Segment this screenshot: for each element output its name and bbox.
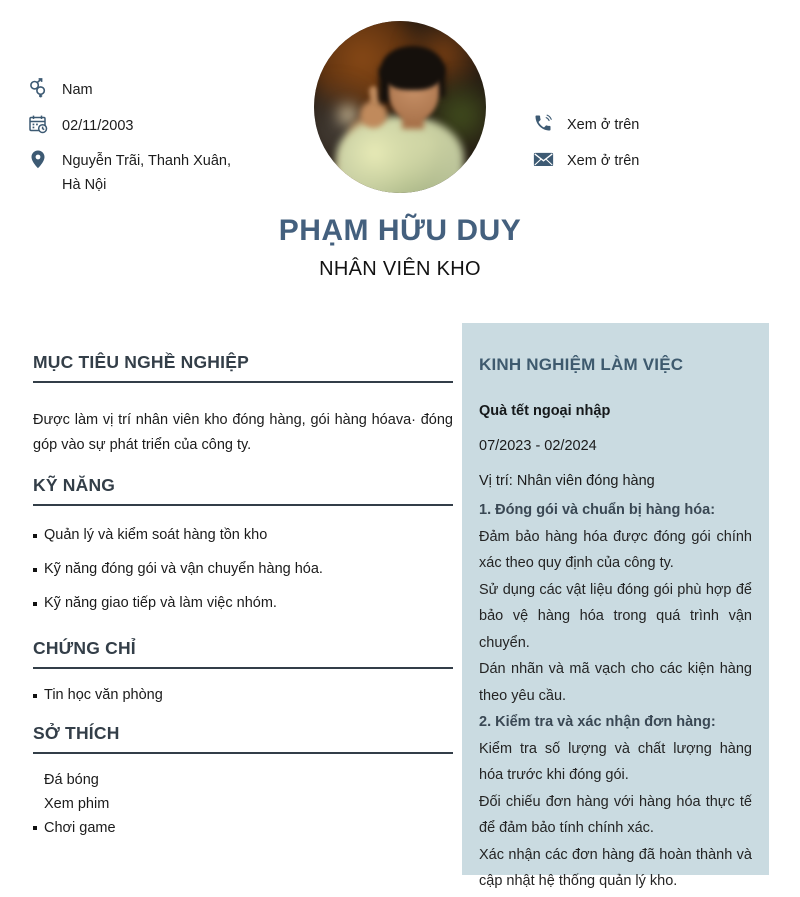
bullet-icon: [33, 602, 37, 606]
bullet-icon: [33, 826, 37, 830]
list-item: Quản lý và kiểm soát hàng tồn kho: [33, 523, 453, 548]
section-heading-certificates: CHỨNG CHỈ: [33, 638, 453, 669]
bullet-icon: [33, 568, 37, 572]
gender-value: Nam: [62, 82, 93, 98]
objective-text: Được làm vị trí nhân viên kho đóng hàng, gói hàng hóava· đóng góp vào sự phát triển của công ty.: [33, 412, 453, 453]
experience-position: Vị trí: Nhân viên đóng hàng: [479, 473, 655, 489]
left-column: [33, 352, 453, 840]
photo-shirt: [336, 116, 464, 193]
email-icon: [533, 149, 553, 169]
list-item: Đá bóng: [44, 772, 99, 788]
experience-panel: [462, 323, 769, 889]
section-heading-experience: KINH NGHIỆM LÀM VIỆC: [479, 355, 684, 374]
location-icon: [28, 149, 48, 169]
gender-icon: [28, 78, 48, 98]
section-heading-hobbies: SỞ THÍCH: [33, 723, 453, 754]
birthdate-row: [28, 114, 243, 138]
list-item: Tin học văn phòng: [33, 683, 453, 708]
job-title: NHÂN VIÊN KHO: [319, 258, 481, 280]
profile-photo: [314, 21, 486, 193]
experience-detail: Xác nhận các đơn hàng đã hoàn thành và cập nhật hệ thống quản lý kho.: [479, 846, 752, 889]
experience-detail: Kiểm tra số lượng và chất lượng hàng hóa trước khi đóng gói.: [479, 740, 752, 783]
experience-subsection-title: 1. Đóng gói và chuẩn bị hàng hóa:: [479, 502, 716, 518]
certificates-list: [33, 683, 453, 708]
email-row: [533, 149, 753, 173]
contact-info-left: [28, 78, 243, 212]
experience-detail: Dán nhãn và mã vạch cho các kiện hàng theo yêu cầu.: [479, 661, 752, 704]
experience-details: [479, 497, 752, 895]
page-title-name: PHẠM HỮU DUY: [278, 214, 522, 247]
section-heading-objective: MỤC TIÊU NGHỀ NGHIỆP: [33, 352, 453, 383]
phone-icon: [533, 113, 553, 133]
address-value: Nguyễn Trãi, Thanh Xuân, Hà Nội: [62, 153, 232, 193]
experience-detail: Đối chiếu đơn hàng với hàng hóa thực tế để đảm bảo tính chính xác.: [479, 793, 752, 836]
birthdate-value: 02/11/2003: [62, 118, 134, 134]
list-item: Chơi game: [33, 816, 453, 840]
contact-info-right: [533, 113, 753, 188]
list-item: Xem phim: [44, 796, 110, 812]
phone-value: Xem ở trên: [567, 117, 640, 133]
experience-subsection-title: 2. Kiểm tra và xác nhận đơn hàng:: [479, 714, 716, 730]
skills-list: [33, 523, 453, 616]
hobbies-list: [33, 768, 453, 840]
photo-hair: [381, 46, 444, 90]
email-value: Xem ở trên: [567, 153, 640, 169]
gender-row: [28, 78, 243, 102]
address-row: [28, 149, 243, 197]
experience-detail: Sử dụng các vật liệu đóng gói phù hợp để bảo vệ hàng hóa trong quá trình vận chuyển.: [479, 581, 752, 651]
experience-detail: Đảm bảo hàng hóa được đóng gói chính xác theo quy định của công ty.: [479, 528, 752, 571]
bullet-icon: [33, 534, 37, 538]
list-item: Kỹ năng đóng gói và vận chuyển hàng hóa.: [33, 557, 453, 582]
calendar-icon: [28, 114, 48, 134]
section-heading-skills: KỸ NĂNG: [33, 475, 453, 506]
experience-company: Quà tết ngoại nhập: [479, 403, 611, 419]
experience-period: 07/2023 - 02/2024: [479, 438, 597, 454]
bullet-icon: [33, 694, 37, 698]
list-item: Kỹ năng giao tiếp và làm việc nhóm.: [33, 591, 453, 616]
phone-row: [533, 113, 753, 137]
